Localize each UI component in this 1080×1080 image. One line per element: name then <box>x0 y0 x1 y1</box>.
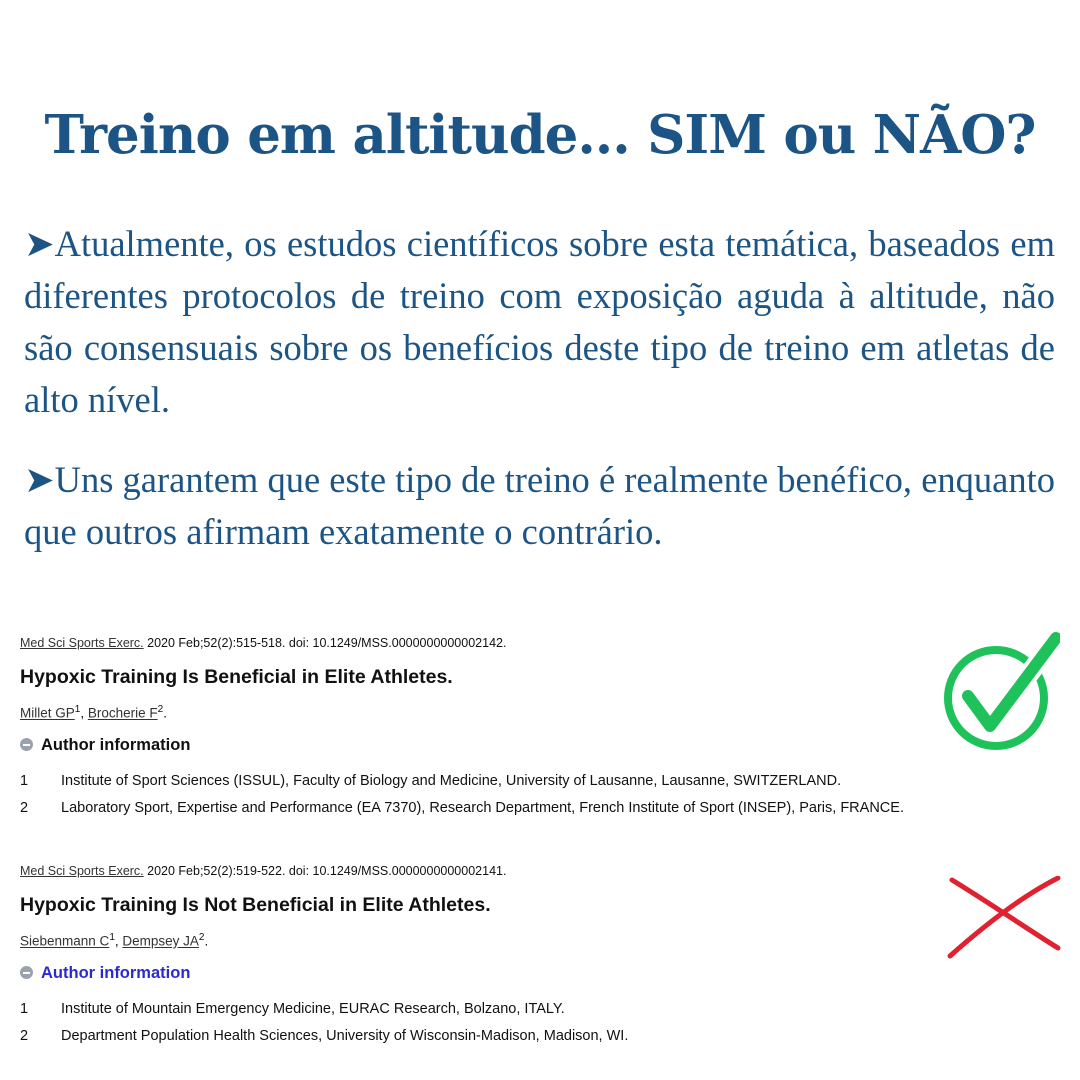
author-separator: . <box>204 933 209 949</box>
author-link[interactable]: Dempsey JA <box>122 933 199 949</box>
article-title: Hypoxic Training Is Beneficial in Elite Athletes. <box>20 666 453 688</box>
author-superscript: 1 <box>74 704 81 715</box>
author-link[interactable]: Millet GP <box>20 705 75 721</box>
affiliation-number: 1 <box>20 1000 29 1017</box>
affiliation-item <box>20 996 1070 1023</box>
collapse-minus-icon <box>20 738 33 751</box>
collapse-minus-icon <box>20 966 33 979</box>
affiliation-number: 1 <box>20 772 29 789</box>
affiliation-list <box>20 768 1070 822</box>
citation-details: 2020 Feb;52(2):515-518. doi: 10.1249/MSS.0000000000002142. <box>143 636 507 650</box>
author-list <box>20 700 1070 724</box>
affiliation-text: Laboratory Sport, Expertise and Performance (EA 7370), Research Department, French Institute of Sport (INSEP), Paris, FRANCE. <box>61 799 904 816</box>
contrast-paragraph: ➤Uns garantem que este tipo de treino é realmente benéfico, enquanto que outros afirmam exatamente o contrário. <box>24 459 1055 552</box>
citation-line <box>20 862 1070 880</box>
author-separator: , <box>80 705 88 721</box>
reference-beneficial <box>20 634 1070 822</box>
journal-link[interactable]: Med Sci Sports Exerc. <box>20 636 144 650</box>
affiliation-number: 2 <box>20 1027 29 1044</box>
author-information-toggle[interactable] <box>20 962 1070 984</box>
affiliation-item <box>20 1023 1070 1050</box>
affiliation-text: Department Population Health Sciences, University of Wisconsin-Madison, Madison, WI. <box>61 1027 629 1044</box>
affiliation-item <box>20 768 1070 795</box>
author-information-label: Author information <box>41 735 191 754</box>
author-separator: , <box>114 933 123 949</box>
journal-link[interactable]: Med Sci Sports Exerc. <box>20 864 144 878</box>
author-superscript: 1 <box>109 932 115 943</box>
affiliation-text: Institute of Mountain Emergency Medicine, EURAC Research, Bolzano, ITALY. <box>61 1000 565 1017</box>
reference-not-beneficial <box>20 862 1070 1050</box>
affiliation-item <box>20 795 1070 822</box>
page-title: Treino em altitude... SIM ou NÃO? <box>44 104 1036 166</box>
citation-line <box>20 634 1070 652</box>
author-list <box>20 928 1070 952</box>
affiliation-number: 2 <box>20 799 29 816</box>
author-superscript: 2 <box>157 704 164 715</box>
author-superscript: 2 <box>198 932 205 943</box>
author-information-toggle[interactable] <box>20 734 1070 756</box>
intro-paragraph: ➤Atualmente, os estudos científicos sobre esta temática, baseados em diferentes protocolos de treino com exposição aguda à altitude, não são consensuais sobre os benefícios deste tipo de treino em atletas de alto nível. <box>24 223 1055 420</box>
citation-details: 2020 Feb;52(2):519-522. doi: 10.1249/MSS.0000000000002141. <box>143 864 507 878</box>
author-link[interactable]: Siebenmann C <box>20 933 110 949</box>
affiliation-list <box>20 996 1070 1050</box>
author-link[interactable]: Brocherie F <box>87 705 158 721</box>
red-cross-icon <box>946 876 1062 960</box>
article-title: Hypoxic Training Is Not Beneficial in Elite Athletes. <box>20 894 491 916</box>
check-circle-icon <box>940 632 1060 752</box>
author-separator: . <box>163 705 167 721</box>
affiliation-text: Institute of Sport Sciences (ISSUL), Faculty of Biology and Medicine, University of Lausanne, Lausanne, SWITZERLAND. <box>61 772 842 789</box>
author-information-label: Author information <box>41 963 191 982</box>
